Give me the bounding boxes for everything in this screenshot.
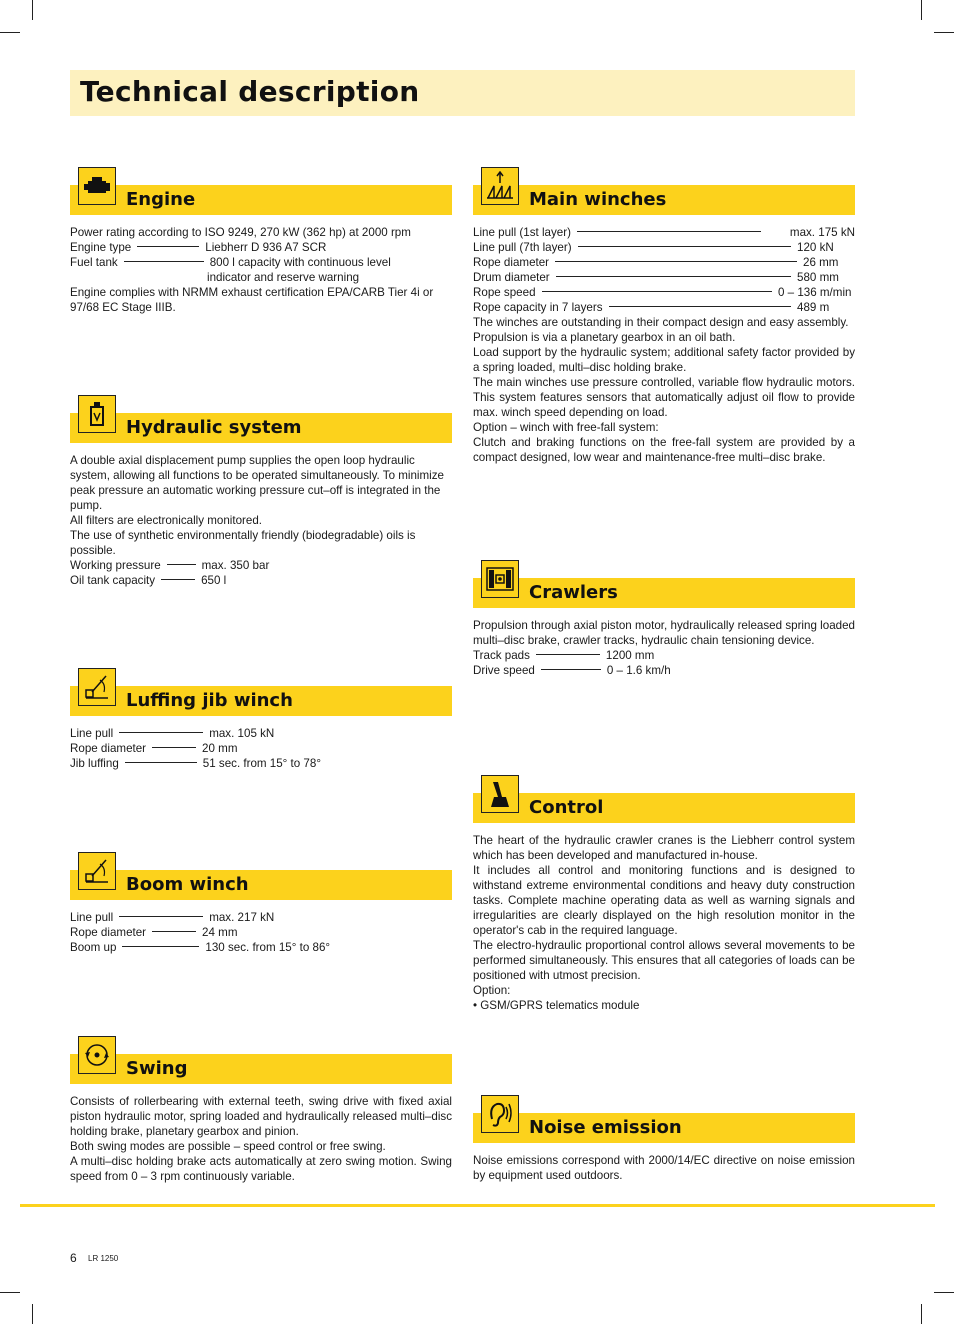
leader-line [119,916,203,917]
spec-label: Line pull [70,911,114,924]
section-title: Noise emission [529,1117,682,1138]
paragraph: Load support by the hydraulic system; additional safety factor provided by a spring loaded, multi–disc holding brake. [473,346,855,374]
leader-line [122,946,199,947]
paragraph: Propulsion through axial piston motor, hydraulically released spring loaded multi–disc brake, crawler tracks, hydraulic chain tensioning device. [473,619,855,647]
spec-value: 130 sec. from 15° to 86° [205,941,331,954]
section-body [473,225,855,465]
section-header [473,560,855,608]
spec-value: 580 mm [797,271,839,284]
crop-mark [934,1292,954,1293]
spec-row [70,940,452,955]
spec-label: Oil tank capacity [70,574,156,587]
leader-line [556,276,791,277]
crop-mark [934,32,954,33]
paragraph: Power rating according to ISO 9249, 270 kW (362 hp) at 2000 rpm [70,226,411,239]
paragraph: It includes all control and monitoring functions and is designed to withstand extreme environmental conditions and heavy duty construction tasks. Complete machine operating data as well as warning signals and irregularities are clearly displayed on the high resolution monitor in the operator's cab in the required language. [473,864,855,937]
section-title: Engine [126,189,196,210]
section-header [70,395,452,443]
footer-rule [20,1204,935,1207]
section-luffing-jib-winch [70,668,452,771]
boom-winch-icon [78,852,116,890]
spec-value: 120 kN [797,241,834,254]
paragraph: The electro-hydraulic proportional control allows several movements to be performed simultaneously. This ensures that all categories of loads can be positioned with utmost precision. [473,939,855,982]
paragraph: A multi–disc holding brake acts automatically at zero swing motion. Swing speed from 0 – 3 rpm continuously variable. [70,1155,452,1183]
section-header [70,1036,452,1084]
swing-rotation-icon [78,1036,116,1074]
leader-line [137,246,199,247]
spec-value: 51 sec. from 15° to 78° [202,757,321,770]
spec-value: 650 l [201,574,227,587]
spec-row [473,285,855,300]
spec-value: max. 217 kN [209,911,275,924]
spec-label: Engine type [70,241,132,254]
spec-value: max. 105 kN [209,727,275,740]
spec-row [70,255,452,270]
leader-line [577,231,761,232]
paragraph: Option: [473,984,511,997]
spec-label: Line pull (1st layer) [473,226,571,239]
leader-line [555,261,797,262]
section-header [70,668,452,716]
spec-label: Boom up [70,941,117,954]
crop-mark [0,1292,20,1293]
spec-label: Fuel tank [70,256,118,269]
crop-mark [32,0,33,20]
spec-label: Rope speed [473,286,536,299]
spec-value: 1200 mm [605,649,655,662]
spec-value: 800 l capacity with continuous level [209,256,391,269]
spec-label: Rope diameter [70,742,147,755]
leader-line [609,306,791,307]
paragraph: Engine complies with NRMM exhaust certification EPA/CARB Tier 4i or 97/68 EC Stage IIIB. [70,286,434,314]
spec-row [473,240,855,255]
spec-value: 20 mm [202,742,238,755]
paragraph: The use of synthetic environmentally friendly (biodegradable) oils is possible. [70,529,416,557]
paragraph: The main winches use pressure controlled, variable flow hydraulic motors. This system features sensors that automatically adjust oil flow to provide max. winch speed depending on load. [473,376,855,419]
page-number: 6 [70,1251,77,1265]
leader-line [536,654,600,655]
spec-row [473,300,855,315]
section-title: Hydraulic system [126,417,302,438]
paragraph: Clutch and braking functions on the free-fall system are provided by a compact designed, low wear and maintenance-free multi–disc brake. [473,436,855,464]
spec-row [473,663,855,678]
spec-label: Rope capacity in 7 layers [473,301,603,314]
section-hydraulic-system [70,395,452,588]
section-header [473,167,855,215]
section-body [70,453,452,588]
section-header [473,1095,855,1143]
crop-mark [0,32,20,33]
spec-label: Drum diameter [473,271,550,284]
spec-label: Rope diameter [70,926,147,939]
spec-row [70,925,452,940]
main-winch-icon [481,167,519,205]
ear-sound-icon [481,1095,519,1133]
spec-row [473,225,855,240]
section-title: Crawlers [529,582,618,603]
joystick-icon [481,775,519,813]
spec-label: Working pressure [70,559,161,572]
spec-label: Track pads [473,649,530,662]
leader-line [152,747,196,748]
spec-label: Line pull (7th layer) [473,241,572,254]
section-title: Main winches [529,189,667,210]
leader-line [161,579,195,580]
spec-value: Liebherr D 936 A7 SCR [205,241,327,254]
footer-model: LR 1250 [88,1254,119,1263]
section-control [473,775,855,1013]
spec-continuation: indicator and reserve warning [207,271,360,284]
spec-value: 0 – 136 m/min [778,286,852,299]
leader-line [578,246,791,247]
crop-mark [32,1304,33,1324]
paragraph: A double axial displacement pump supplies the open loop hydraulic system, allowing all functions to be operated simultaneously. To minimize peak pressure an automatic working pressure cut–off is integrated in the pump. [70,454,444,512]
crawler-track-icon [481,560,519,598]
paragraph: All filters are electronically monitored. [70,514,263,527]
leader-line [542,291,772,292]
leader-line [152,931,196,932]
spec-label: Rope diameter [473,256,550,269]
spec-row [70,240,452,255]
section-swing [70,1036,452,1184]
section-title: Swing [126,1058,188,1079]
spec-row [473,270,855,285]
spec-row [70,558,452,573]
spec-label: Line pull [70,727,114,740]
spec-value: max. 350 bar [201,559,270,572]
section-header [70,852,452,900]
spec-row [70,756,452,771]
paragraph: Both swing modes are possible – speed control or free swing. [70,1140,386,1153]
leader-line [124,261,204,262]
leader-line [167,564,196,565]
section-body [70,225,452,315]
leader-line [119,732,203,733]
section-header [70,167,452,215]
section-title: Control [529,797,604,818]
list-item: • GSM/GPRS telematics module [473,999,640,1012]
leader-line [541,669,601,670]
spec-label: Jib luffing [70,757,119,770]
section-body [473,833,855,1013]
crop-mark [921,0,922,20]
leader-line [125,762,197,763]
section-body [70,910,452,955]
spec-row [70,573,452,588]
spec-row [70,741,452,756]
section-body [70,1094,452,1184]
section-crawlers [473,560,855,678]
section-title: Luffing jib winch [126,690,293,711]
spec-row [473,255,855,270]
page-title: Technical description [80,75,420,108]
spec-row [70,726,452,741]
engine-icon [78,167,116,205]
section-header [473,775,855,823]
paragraph: Option – winch with free-fall system: [473,421,659,434]
section-body [473,1153,855,1183]
paragraph: Propulsion is via a planetary gearbox in an oil bath. [473,331,736,344]
spec-row [70,910,452,925]
section-body [473,618,855,678]
section-body [70,726,452,771]
spec-row [473,648,855,663]
crop-mark [921,1304,922,1324]
luffing-winch-icon [78,668,116,706]
hydraulic-pump-icon [78,395,116,433]
spec-label: Drive speed [473,664,535,677]
section-boom-winch [70,852,452,955]
paragraph: Consists of rollerbearing with external teeth, swing drive with fixed axial piston hydraulic motor, spring loaded and hydraulically released multi–disc holding brake, planetary gearbox and pinion. [70,1095,452,1138]
section-main-winches [473,167,855,465]
section-title: Boom winch [126,874,249,895]
paragraph: The winches are outstanding in their compact design and easy assembly. [473,316,849,329]
spec-value: 489 m [797,301,830,314]
paragraph: The heart of the hydraulic crawler cranes is the Liebherr control system which has been developed and manufactured in-house. [473,834,855,862]
section-noise-emission [473,1095,855,1183]
section-engine [70,167,452,315]
spec-value: 0 – 1.6 km/h [606,664,671,677]
spec-value: 24 mm [202,926,238,939]
page-title-bar [70,70,855,116]
paragraph: Noise emissions correspond with 2000/14/EC directive on noise emission by equipment used outdoors. [473,1154,855,1182]
spec-value: 26 mm [803,256,839,269]
spec-value: max. 175 kN [789,226,855,239]
